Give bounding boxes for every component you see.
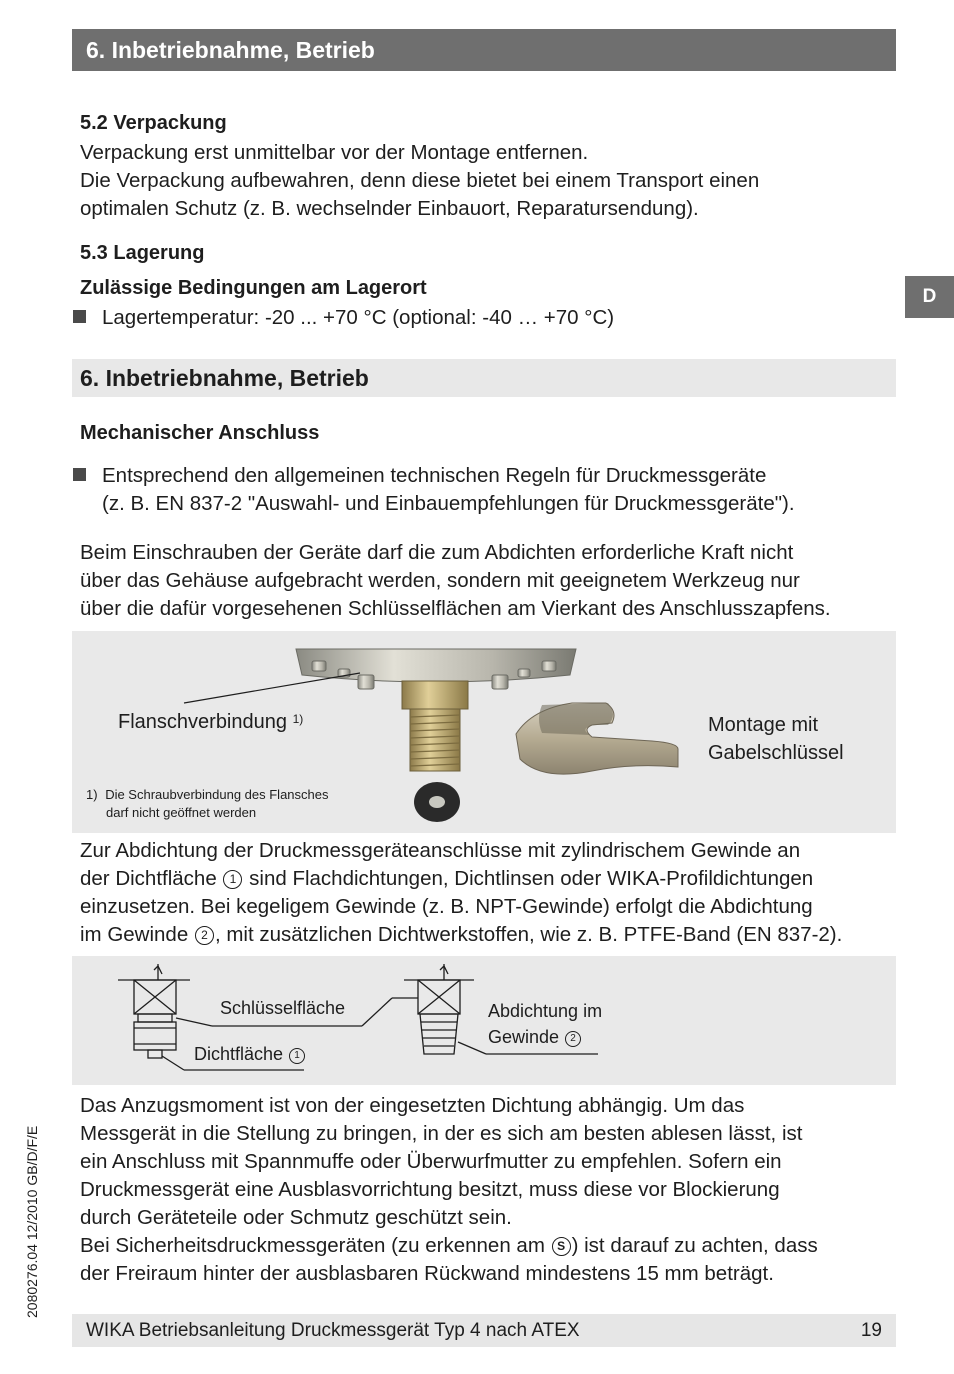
bullet-square: [73, 310, 86, 323]
flange-leader-line: [184, 673, 360, 703]
abdichtung-line-1: Zur Abdichtung der Druckmessgeräteanschlüsse mit zylindrischem Gewinde an: [80, 839, 801, 862]
circled-2-icon: 2: [565, 1031, 581, 1047]
einschrauben-line-3: über die dafür vorgesehenen Schlüsselflächen am Vierkant des Anschlusszapfens.: [80, 597, 831, 620]
einschrauben-line-1: Beim Einschrauben der Geräte darf die zum Abdichten erforderliche Kraft nicht: [80, 541, 794, 564]
verpackung-line-2: Die Verpackung aufbewahren, denn diese bietet bei einem Transport einen: [80, 169, 760, 192]
sicherheit-line-2: der Freiraum hinter der ausblasbaren Rückwand mindestens 15 mm beträgt.: [80, 1262, 774, 1285]
abdichtung-line-4: im Gewinde 2 , mit zusätzlichen Dichtwerkstoffen, wie z. B. PTFE-Band (EN 837-2).: [80, 923, 843, 946]
regeln-bullet-line-1: Entsprechend den allgemeinen technischen Regeln für Druckmessgeräte: [102, 464, 767, 487]
verpackung-line-3: optimalen Schutz (z. B. wechselnder Einbauort, Reparatursendung).: [80, 197, 699, 220]
anzugsmoment-line-2: Messgerät in die Stellung zu bringen, in der es sich am besten ablesen lässt, ist: [80, 1122, 803, 1145]
circled-1-icon: 1: [223, 870, 242, 889]
verpackung-line-1: Verpackung erst unmittelbar vor der Montage entfernen.: [80, 141, 589, 164]
mounting-figure: [72, 631, 896, 833]
threaded-stem: [410, 709, 460, 771]
circled-2-icon: 2: [195, 926, 214, 945]
anzugsmoment-line-4: Druckmessgerät eine Ausblasvorrichtung besitzt, muss diese vor Blockierung: [80, 1178, 780, 1201]
heading-verpackung: 5.2 Verpackung: [80, 112, 227, 134]
section-title: 6. Inbetriebnahme, Betrieb: [80, 365, 369, 391]
abdichtung-line-2: der Dichtfläche 1 sind Flachdichtungen, Dichtlinsen oder WIKA-Profildichtungen: [80, 867, 814, 890]
section-bar: [72, 359, 896, 397]
anzugsmoment-line-3: ein Anschluss mit Spannmuffe oder Überwurfmutter zu empfehlen. Sofern ein: [80, 1150, 782, 1173]
page-footer: [72, 1314, 896, 1347]
figure-footnote: 1) Die Schraubverbindung des Flansches darf nicht geöffnet werden: [86, 787, 329, 820]
language-tab: D: [905, 276, 954, 318]
sealing-diagram: [72, 956, 896, 1085]
subheading-mechanischer-anschluss: Mechanischer Anschluss: [80, 422, 320, 444]
label-montage-gabelschluessel: Montage mit Gabelschlüssel: [708, 714, 844, 764]
anzugsmoment-line-1: Das Anzugsmoment ist von der eingesetzten Dichtung abhängig. Um das: [80, 1094, 745, 1117]
sicherheit-line-1: Bei Sicherheitsdruckmessgeräten (zu erkennen am S ) ist darauf zu achten, dass: [80, 1234, 818, 1257]
document-code: 2080276.04 12/2010 GB/D/F/E: [24, 1125, 40, 1318]
footnote-ref: 1): [292, 712, 304, 726]
bullet-square: [73, 468, 86, 481]
page-header-title: 6. Inbetriebnahme, Betrieb: [86, 37, 375, 63]
subheading-lagerort: Zulässige Bedingungen am Lagerort: [80, 277, 427, 299]
regeln-bullet-line-2: (z. B. EN 837-2 "Auswahl- und Einbauempfehlungen für Druckmessgeräte").: [102, 492, 795, 515]
circled-1-icon: 1: [289, 1048, 305, 1064]
label-dichtflaeche: Dichtfläche 1: [194, 1044, 306, 1065]
footer-text: WIKA Betriebsanleitung Druckmessgerät Typ 4 nach ATEX: [86, 1320, 580, 1341]
label-abdichtung-gewinde: Abdichtung im Gewinde 2: [488, 1001, 603, 1047]
page-number: 19: [860, 1320, 882, 1341]
einschrauben-line-2: über das Gehäuse aufgebracht werden, sondern mit geeignetem Werkzeug nur: [80, 569, 800, 592]
anzugsmoment-line-5: durch Geräteteile oder Schmutz geschützt sein.: [80, 1206, 512, 1229]
abdichtung-line-3: einzusetzen. Bei kegeligem Gewinde (z. B. NPT-Gewinde) erfolgt die Abdichtung: [80, 895, 813, 918]
label-schluesselflaeche: Schlüsselfläche: [220, 998, 346, 1018]
sealing-diagram-drawing: [72, 956, 896, 1085]
hex-socket: [402, 681, 468, 709]
label-flanschverbindung: Flanschverbindung $^{1)}$: [118, 711, 304, 733]
safety-s-icon: S: [552, 1237, 571, 1256]
lagertemperatur-bullet: Lagertemperatur: -20 ... +70 °C (optional: -40 … +70 °C): [102, 306, 615, 329]
heading-lagerung: 5.3 Lagerung: [80, 242, 205, 264]
page-header-bar: [72, 29, 896, 71]
